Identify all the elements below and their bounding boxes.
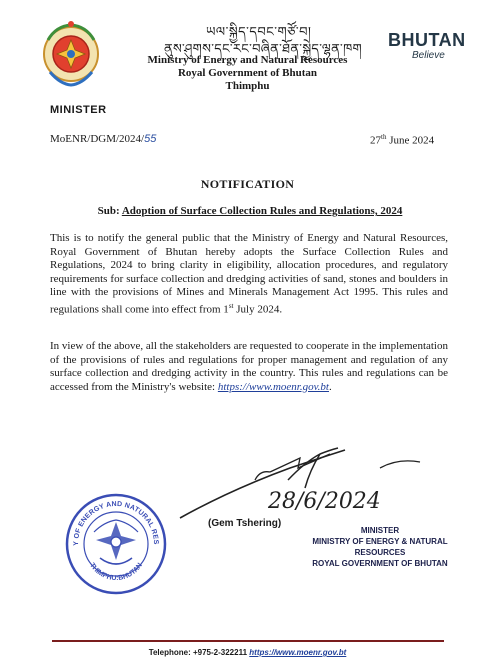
para1-end: July 2024.	[233, 303, 283, 316]
dzongkha-title-line2: ནུས་ཤུགས་དང་རང་བཞིན་ཐོན་སྐྱེད་ལྷན་ཁག	[164, 42, 362, 57]
notification-title: NOTIFICATION	[200, 177, 295, 191]
footer-contact	[0, 648, 495, 657]
para1-text: This is to notify the general public that the Ministry of Energy and Natural Resources, Royal Government of Bhutan hereby adopts the Surface Collection Rules and Regulations, 2024 to bring clarity in eligibility, allocation procedures, and regulatory requirements for surface collection and dredging activities of sand, stones and boulders in line with the provisions of Mines and Minerals Management Act 1995. This rules and regulations shall come into effect from 1	[50, 232, 448, 316]
body-paragraph-1	[50, 232, 448, 317]
footer-divider	[52, 640, 444, 642]
date-day: 27	[370, 134, 381, 147]
seal-text-bottom: THIMPHU:BHUTAN	[88, 561, 144, 583]
footer-website-link[interactable]: https://www.moenr.gov.bt	[249, 648, 347, 657]
reference-handwritten-number: 55	[144, 133, 157, 145]
reference-prefix: MoENR/DGM/2024/	[50, 133, 145, 145]
ministry-name: Ministry of Energy and Natural Resources	[147, 54, 348, 66]
signer-government: ROYAL GOVERNMENT OF BHUTAN	[312, 559, 448, 568]
sender-label: MINISTER	[50, 104, 107, 116]
letter-date	[370, 133, 434, 147]
official-seal-stamp	[64, 492, 168, 596]
date-suffix: th	[381, 133, 387, 141]
brand-tagline: Believe	[412, 50, 445, 61]
signer-name: (Gem Tshering)	[208, 518, 282, 529]
handwritten-signature	[170, 410, 430, 535]
date-month-year: June 2024	[386, 134, 435, 147]
para2-text: In view of the above, all the stakeholders are requested to cooperate in the implementation of the provisions of rules and regulations for proper management and regulation of any surface collection and dredging activity in the country. This rules and regulations can be accessed from the Ministry's website:	[50, 340, 448, 393]
body-paragraph-2	[50, 340, 448, 394]
subject-line	[50, 205, 450, 217]
seal-text-top: Y OF ENERGY AND NATURAL RES	[72, 500, 160, 546]
subject-text: Adoption of Surface Collection Rules and Regulations, 2024	[121, 205, 403, 217]
signer-ministry: MINISTRY OF ENERGY & NATURAL RESOURCES	[312, 537, 448, 557]
reference-number	[50, 133, 156, 145]
city-name: Thimphu	[225, 80, 270, 92]
para2-end: .	[328, 380, 332, 393]
brand-logo-text: BHUTAN	[388, 30, 466, 50]
government-name: Royal Government of Bhutan	[177, 67, 318, 79]
handwritten-date: 28/6/2024	[268, 489, 381, 514]
dzongkha-title-line1: ཡལ་སྐྱིད་དབང་གཙོ་བ།	[206, 25, 312, 40]
subject-label: Sub:	[97, 205, 122, 217]
svg-text:THIMPHU:BHUTAN	[88, 562, 144, 582]
ministry-website-link[interactable]: https://www.moenr.gov.bt	[217, 380, 329, 393]
signer-title: MINISTER	[360, 526, 400, 535]
footer-telephone: Telephone: +975-2-322211	[148, 648, 250, 657]
para1-sup: st	[228, 301, 234, 310]
signer-title-block	[300, 525, 460, 569]
